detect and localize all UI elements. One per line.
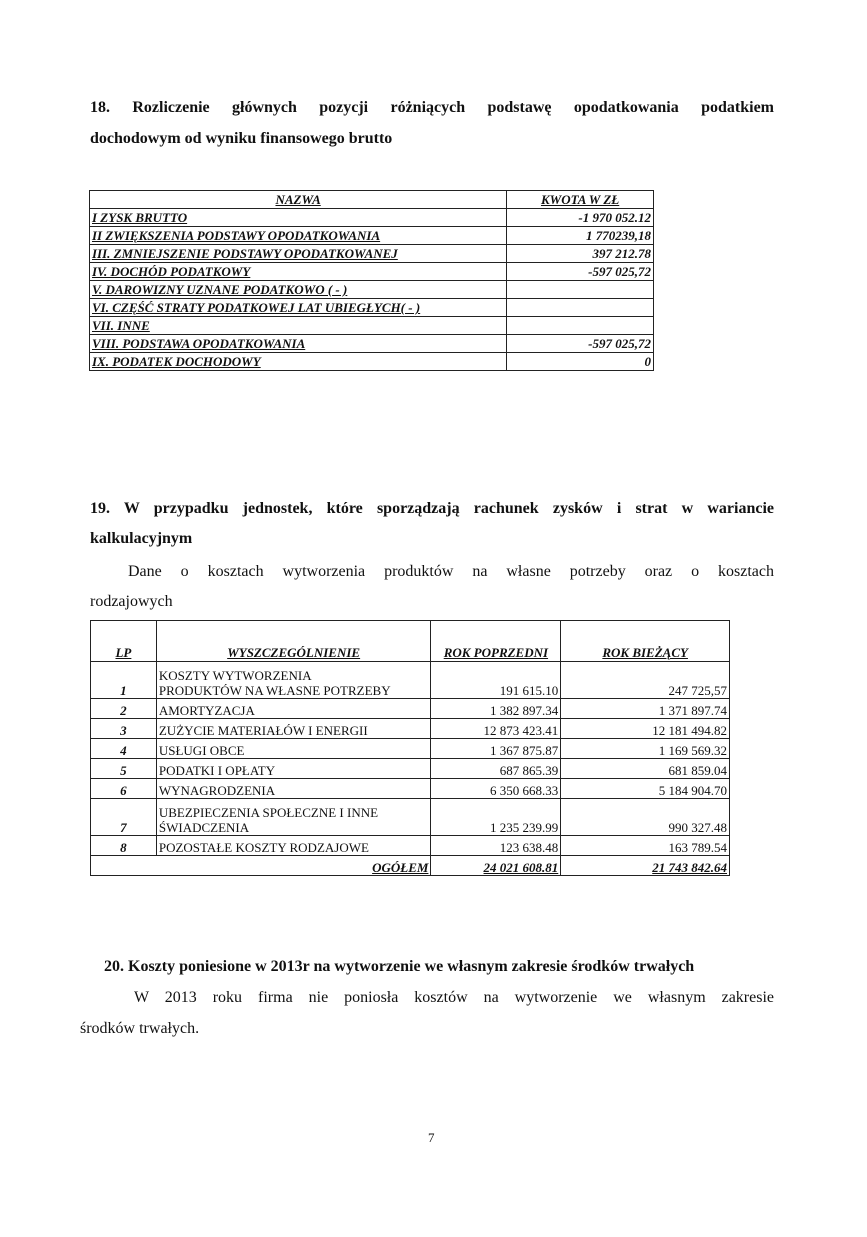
row-lp: 4	[91, 739, 157, 759]
section-18-heading-line1: 18. Rozliczenie głównych pozycji różniących podstawę opodatkowania podatkiem	[90, 99, 774, 116]
row-name: I ZYSK BRUTTO	[90, 209, 507, 227]
section-20-paragraph-line1: W 2013 roku firma nie poniosła kosztów na wytworzenie we własnym zakresie	[134, 989, 774, 1006]
row-description: POZOSTAŁE KOSZTY RODZAJOWE	[156, 836, 431, 856]
row-lp: 1	[91, 662, 157, 699]
table-header-row	[90, 191, 654, 209]
total-previous-year: 24 021 608.81	[431, 856, 561, 876]
row-amount	[507, 281, 654, 299]
col-header-lp: LP	[91, 621, 157, 662]
row-amount: -597 025,72	[507, 263, 654, 281]
row-description-line2: PRODUKTÓW NA WŁASNE POTRZEBY	[158, 683, 391, 698]
col-header-description: WYSZCZEGÓLNIENIE	[156, 621, 431, 662]
row-previous-year: 1 235 239.99	[431, 799, 561, 836]
row-current-year: 247 725,57	[561, 662, 730, 699]
row-lp: 5	[91, 759, 157, 779]
table-row	[90, 209, 654, 227]
row-previous-year: 12 873 423.41	[431, 719, 561, 739]
row-name: VI. CZĘŚĆ STRATY PODATKOWEJ LAT UBIEGŁYCH( - )	[90, 299, 507, 317]
col-header-name: NAZWA	[90, 191, 507, 209]
row-description: PODATKI I OPŁATY	[156, 759, 431, 779]
row-current-year: 1 371 897.74	[561, 699, 730, 719]
section-20-paragraph-line2: środków trwałych.	[80, 1020, 200, 1037]
row-lp: 7	[91, 799, 157, 836]
row-name: VII. INNE	[90, 317, 507, 335]
row-current-year: 681 859.04	[561, 759, 730, 779]
table-row	[91, 779, 730, 799]
row-name: III. ZMNIEJSZENIE PODSTAWY OPODATKOWANEJ	[90, 245, 507, 263]
table-row	[91, 799, 730, 836]
row-amount: 0	[507, 353, 654, 371]
table-total-row	[91, 856, 730, 876]
table-row	[91, 759, 730, 779]
table-row	[90, 335, 654, 353]
row-amount	[507, 299, 654, 317]
section-19-paragraph-line1: Dane o kosztach wytworzenia produktów na własne potrzeby oraz o kosztach	[128, 563, 774, 580]
row-amount: -597 025,72	[507, 335, 654, 353]
table-row	[90, 299, 654, 317]
row-amount: 397 212.78	[507, 245, 654, 263]
table-row	[91, 662, 730, 699]
page-number: 7	[428, 1130, 435, 1145]
table-row	[90, 317, 654, 335]
row-amount	[507, 317, 654, 335]
table-row	[91, 699, 730, 719]
row-amount: 1 770239,18	[507, 227, 654, 245]
row-description-line1: KOSZTY WYTWORZENIA	[158, 668, 312, 683]
row-description: ZUŻYCIE MATERIAŁÓW I ENERGII	[156, 719, 431, 739]
section-20-heading: 20. Koszty poniesione w 2013r na wytworzenie we własnym zakresie środków trwałych	[104, 958, 695, 975]
col-header-amount: KWOTA W ZŁ	[507, 191, 654, 209]
row-previous-year: 6 350 668.33	[431, 779, 561, 799]
section-19-heading-line1: 19. W przypadku jednostek, które sporządzają rachunek zysków i strat w wariancie	[90, 500, 774, 517]
row-lp: 2	[91, 699, 157, 719]
row-name: IX. PODATEK DOCHODOWY	[90, 353, 507, 371]
row-previous-year: 191 615.10	[431, 662, 561, 699]
table-row	[91, 739, 730, 759]
row-description-line2: ŚWIADCZENIA	[158, 820, 250, 835]
production-costs-table	[90, 620, 730, 876]
table-row	[90, 281, 654, 299]
table-row	[90, 263, 654, 281]
table-row	[91, 836, 730, 856]
row-current-year: 990 327.48	[561, 799, 730, 836]
row-name: VIII. PODSTAWA OPODATKOWANIA	[90, 335, 507, 353]
row-name: V. DAROWIZNY UZNANE PODATKOWO ( - )	[90, 281, 507, 299]
row-current-year: 1 169 569.32	[561, 739, 730, 759]
col-header-current-year: ROK BIEŻĄCY	[561, 621, 730, 662]
table-row	[90, 245, 654, 263]
table-header-row	[91, 621, 730, 662]
row-description: WYNAGRODZENIA	[156, 779, 431, 799]
row-description	[156, 662, 431, 699]
row-name: IV. DOCHÓD PODATKOWY	[90, 263, 507, 281]
table-row	[90, 353, 654, 371]
row-lp: 8	[91, 836, 157, 856]
row-name: II ZWIĘKSZENIA PODSTAWY OPODATKOWANIA	[90, 227, 507, 245]
row-current-year: 5 184 904.70	[561, 779, 730, 799]
row-previous-year: 687 865.39	[431, 759, 561, 779]
table-row	[91, 719, 730, 739]
section-19-paragraph-line2: rodzajowych	[90, 593, 173, 610]
row-description-line1: UBEZPIECZENIA SPOŁECZNE I INNE	[158, 805, 379, 820]
row-previous-year: 1 367 875.87	[431, 739, 561, 759]
col-header-previous-year: ROK POPRZEDNI	[431, 621, 561, 662]
row-current-year: 12 181 494.82	[561, 719, 730, 739]
row-description: USŁUGI OBCE	[156, 739, 431, 759]
tax-reconciliation-table	[89, 190, 654, 371]
row-current-year: 163 789.54	[561, 836, 730, 856]
total-current-year: 21 743 842.64	[561, 856, 730, 876]
row-lp: 3	[91, 719, 157, 739]
row-previous-year: 1 382 897.34	[431, 699, 561, 719]
total-label: OGÓŁEM	[91, 856, 431, 876]
row-description: AMORTYZACJA	[156, 699, 431, 719]
row-amount: -1 970 052.12	[507, 209, 654, 227]
row-previous-year: 123 638.48	[431, 836, 561, 856]
row-description	[156, 799, 431, 836]
section-19-heading-line2: kalkulacyjnym	[90, 530, 193, 547]
table-row	[90, 227, 654, 245]
section-18-heading-line2: dochodowym od wyniku finansowego brutto	[90, 130, 393, 147]
row-lp: 6	[91, 779, 157, 799]
